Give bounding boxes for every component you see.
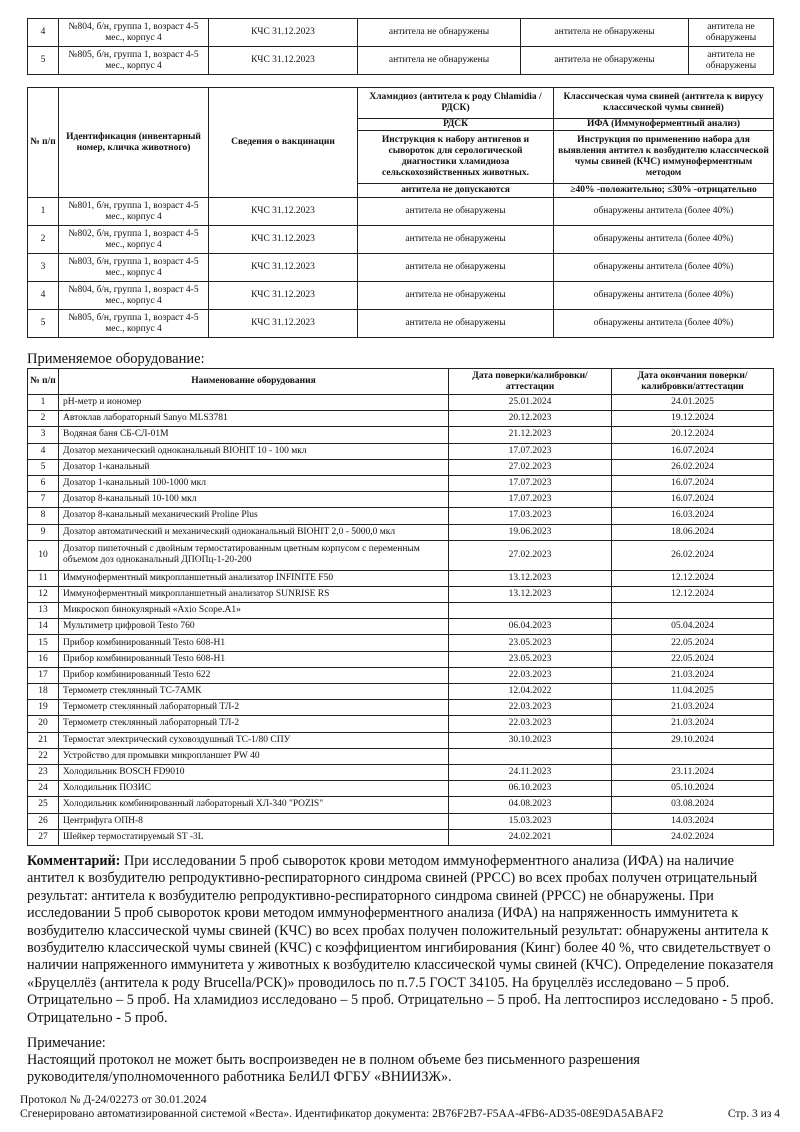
note-title: Примечание: bbox=[27, 1035, 106, 1051]
equipment-date-check: 17.03.2023 bbox=[449, 508, 612, 524]
equipment-number: 23 bbox=[28, 764, 59, 780]
equipment-date-check: 17.07.2023 bbox=[449, 475, 612, 491]
equipment-number: 26 bbox=[28, 813, 59, 829]
equipment-name: Термометр стеклянный ТС-7АМК bbox=[59, 684, 449, 700]
equipment-row bbox=[28, 813, 774, 829]
equipment-row bbox=[28, 443, 774, 459]
equipment-row bbox=[28, 508, 774, 524]
result-csf: обнаружены антитела (более 40%) bbox=[554, 198, 774, 226]
equipment-name: Холодильник ПОЗИС bbox=[59, 781, 449, 797]
equipment-date-check: 19.06.2023 bbox=[449, 524, 612, 540]
equipment-date-end: 29.10.2024 bbox=[612, 732, 774, 748]
vaccination-info: КЧС 31.12.2023 bbox=[209, 310, 358, 338]
table-row bbox=[28, 198, 774, 226]
equipment-date-end: 23.11.2024 bbox=[612, 764, 774, 780]
row-number: 4 bbox=[28, 19, 59, 47]
header-instruction-chlamydia: Инструкция к набору антигенов и сывороток для серологической диагностики хламидиоза сельскохозяйственных животных. bbox=[358, 131, 554, 184]
equipment-date-check: 24.11.2023 bbox=[449, 764, 612, 780]
equipment-date-end bbox=[612, 603, 774, 619]
animal-identification: №805, б/н, группа 1, возраст 4-5 мес., корпус 4 bbox=[59, 310, 209, 338]
equipment-date-end: 21.03.2024 bbox=[612, 700, 774, 716]
table-row bbox=[28, 310, 774, 338]
equipment-header-name: Наименование оборудования bbox=[59, 369, 449, 395]
equipment-date-end: 12.12.2024 bbox=[612, 570, 774, 586]
equipment-date-check: 23.05.2023 bbox=[449, 651, 612, 667]
equipment-row bbox=[28, 492, 774, 508]
equipment-date-check: 06.10.2023 bbox=[449, 781, 612, 797]
result-cell: антитела не обнаружены bbox=[689, 47, 774, 75]
equipment-number: 21 bbox=[28, 732, 59, 748]
equipment-name: Шейкер термостатируемый ST -3L bbox=[59, 829, 449, 845]
equipment-date-end: 24.01.2025 bbox=[612, 395, 774, 411]
equipment-number: 1 bbox=[28, 395, 59, 411]
equipment-number: 18 bbox=[28, 684, 59, 700]
equipment-date-check: 23.05.2023 bbox=[449, 635, 612, 651]
results-table-body bbox=[28, 198, 774, 338]
equipment-date-check: 21.12.2023 bbox=[449, 427, 612, 443]
equipment-row bbox=[28, 459, 774, 475]
vaccination-info: КЧС 31.12.2023 bbox=[209, 226, 358, 254]
equipment-row bbox=[28, 716, 774, 732]
result-cell: антитела не обнаружены bbox=[358, 47, 521, 75]
animal-identification: №802, б/н, группа 1, возраст 4-5 мес., корпус 4 bbox=[59, 226, 209, 254]
equipment-number: 6 bbox=[28, 475, 59, 491]
equipment-number: 7 bbox=[28, 492, 59, 508]
equipment-number: 13 bbox=[28, 603, 59, 619]
equipment-name: Микроскоп бинокулярный «Axio Scope.A1» bbox=[59, 603, 449, 619]
equipment-date-check: 22.03.2023 bbox=[449, 700, 612, 716]
header-disease-csf: Классическая чума свиней (антитела к вирусу классической чумы свиней) bbox=[554, 88, 774, 119]
equipment-row bbox=[28, 619, 774, 635]
equipment-date-check: 20.12.2023 bbox=[449, 411, 612, 427]
equipment-date-end: 16.07.2024 bbox=[612, 443, 774, 459]
equipment-name: Центрифуга ОПН-8 bbox=[59, 813, 449, 829]
equipment-number: 20 bbox=[28, 716, 59, 732]
equipment-date-check: 27.02.2023 bbox=[449, 459, 612, 475]
equipment-row bbox=[28, 764, 774, 780]
equipment-name: Термостат электрический суховоздушный ТС-1/80 СПУ bbox=[59, 732, 449, 748]
equipment-name: Термометр стеклянный лабораторный ТЛ-2 bbox=[59, 716, 449, 732]
equipment-date-end: 22.05.2024 bbox=[612, 635, 774, 651]
equipment-number: 2 bbox=[28, 411, 59, 427]
table-row bbox=[28, 47, 774, 75]
header-norm-csf: ≥40% -положительно; ≤30% -отрицательно bbox=[554, 184, 774, 198]
result-chlamydia: антитела не обнаружены bbox=[358, 282, 554, 310]
result-csf: обнаружены антитела (более 40%) bbox=[554, 254, 774, 282]
equipment-date-check: 04.08.2023 bbox=[449, 797, 612, 813]
equipment-row bbox=[28, 586, 774, 602]
equipment-name: Термометр стеклянный лабораторный ТЛ-2 bbox=[59, 700, 449, 716]
comment-label: Комментарий: bbox=[27, 853, 121, 869]
table-row bbox=[28, 226, 774, 254]
equipment-date-check: 17.07.2023 bbox=[449, 492, 612, 508]
equipment-date-end: 03.08.2024 bbox=[612, 797, 774, 813]
result-chlamydia: антитела не обнаружены bbox=[358, 226, 554, 254]
equipment-row bbox=[28, 748, 774, 764]
row-number: 4 bbox=[28, 282, 59, 310]
header-method-chlamydia: РДСК bbox=[358, 119, 554, 131]
animal-identification: №804, б/н, группа 1, возраст 4-5 мес., корпус 4 bbox=[59, 19, 209, 47]
equipment-number: 24 bbox=[28, 781, 59, 797]
equipment-number: 5 bbox=[28, 459, 59, 475]
equipment-name: Дозатор 1-канальный 100-1000 мкл bbox=[59, 475, 449, 491]
equipment-date-end: 16.07.2024 bbox=[612, 492, 774, 508]
header-norm-chlamydia: антитела не допускаются bbox=[358, 184, 554, 198]
header-disease-chlamydia: Хламидиоз (антитела к роду Chlamidia / РДСК) bbox=[358, 88, 554, 119]
equipment-date-check: 12.04.2022 bbox=[449, 684, 612, 700]
equipment-number: 10 bbox=[28, 540, 59, 570]
equipment-number: 12 bbox=[28, 586, 59, 602]
equipment-date-check bbox=[449, 748, 612, 764]
equipment-row bbox=[28, 684, 774, 700]
footer-generated: Сгенерировано автоматизированной системой «Веста». Идентификатор документа: 2B76F2B7-F5AA-4FB6-AD35-08E9DA5ABAF2 bbox=[20, 1108, 664, 1120]
equipment-name: Автоклав лабораторный Sanyo MLS3781 bbox=[59, 411, 449, 427]
vaccination-info: КЧС 31.12.2023 bbox=[209, 282, 358, 310]
equipment-date-end: 12.12.2024 bbox=[612, 586, 774, 602]
equipment-date-end: 19.12.2024 bbox=[612, 411, 774, 427]
equipment-number: 8 bbox=[28, 508, 59, 524]
animal-identification: №801, б/н, группа 1, возраст 4-5 мес., корпус 4 bbox=[59, 198, 209, 226]
equipment-date-check: 27.02.2023 bbox=[449, 540, 612, 570]
results-table-continuation bbox=[27, 18, 774, 75]
equipment-name: Прибор комбинированный Testo 622 bbox=[59, 667, 449, 683]
equipment-row bbox=[28, 700, 774, 716]
equipment-name: Дозатор 8-канальный 10-100 мкл bbox=[59, 492, 449, 508]
equipment-date-check: 22.03.2023 bbox=[449, 667, 612, 683]
equipment-date-end: 14.03.2024 bbox=[612, 813, 774, 829]
equipment-header-num: № п/п bbox=[28, 369, 59, 395]
equipment-date-check: 25.01.2024 bbox=[449, 395, 612, 411]
equipment-date-check bbox=[449, 603, 612, 619]
equipment-number: 14 bbox=[28, 619, 59, 635]
equipment-row bbox=[28, 829, 774, 845]
equipment-header-date-check: Дата поверки/калибровки/аттестации bbox=[449, 369, 612, 395]
header-method-csf: ИФА (Иммуноферментный анализ) bbox=[554, 119, 774, 131]
equipment-date-end: 16.07.2024 bbox=[612, 475, 774, 491]
equipment-name: Водяная баня СБ-СЛ-01М bbox=[59, 427, 449, 443]
note-text: Настоящий протокол не может быть воспроизведен не в полном объеме без письменного разрешения руководителя/уполномоченного работника БелИЛ ФГБУ «ВНИИЗЖ». bbox=[27, 1052, 640, 1086]
equipment-name: pH-метр и иономер bbox=[59, 395, 449, 411]
equipment-row bbox=[28, 540, 774, 570]
equipment-number: 11 bbox=[28, 570, 59, 586]
comment-text: При исследовании 5 проб сывороток крови методом иммуноферментного анализа (ИФА) на наличие антител к возбудителю репродуктивно-респираторного синдрома свиней (РРСС) во всех пробах получен отрицательный результат: антитела к возбудителю репродуктивно-респираторного синдрома свиней (РРСС) не обнаружены. При исследовании 5 проб сывороток крови методом иммуноферментного анализа (ИФА) на напряженность иммунитета к возбудителю классической чумы свиней (КЧС) во всех пробах получен положительный результат: обнаружены антитела к возбудителю классической чумы свиней (КЧС) с коэффициентом ингибирования (Кинг) более 40 %, что свидетельствует о наличии напряженного иммунитета у животных к возбудителю классической чумы свиней (КЧС). Определение показателя «Бруцеллёз (антитела к роду Brucella/РСК)» проводилось по п.7.5 ГОСТ 34105. На бруцеллёз исследовано – 5 проб. Отрицательно – 5 проб. На хламидиоз исследовано – 5 проб. Отрицательно – 5 проб. На лептоспироз исследовано - 5 проб. Отрицательно - 5 проб. bbox=[27, 853, 774, 1026]
result-chlamydia: антитела не обнаружены bbox=[358, 198, 554, 226]
equipment-date-check: 22.03.2023 bbox=[449, 716, 612, 732]
equipment-name: Прибор комбинированный Testo 608-H1 bbox=[59, 635, 449, 651]
result-csf: обнаружены антитела (более 40%) bbox=[554, 226, 774, 254]
result-chlamydia: антитела не обнаружены bbox=[358, 254, 554, 282]
footer-page-number: Стр. 3 из 4 bbox=[727, 1108, 780, 1120]
equipment-name: Устройство для промывки микропланшет PW 40 bbox=[59, 748, 449, 764]
equipment-row bbox=[28, 475, 774, 491]
equipment-number: 27 bbox=[28, 829, 59, 845]
equipment-name: Иммуноферментный микропланшетный анализатор SUNRISE RS bbox=[59, 586, 449, 602]
equipment-name: Мультиметр цифровой Testo 760 bbox=[59, 619, 449, 635]
equipment-row bbox=[28, 781, 774, 797]
equipment-number: 25 bbox=[28, 797, 59, 813]
animal-identification: №803, б/н, группа 1, возраст 4-5 мес., корпус 4 bbox=[59, 254, 209, 282]
equipment-date-end: 05.10.2024 bbox=[612, 781, 774, 797]
animal-identification: №804, б/н, группа 1, возраст 4-5 мес., корпус 4 bbox=[59, 282, 209, 310]
header-instruction-csf: Инструкция по применению набора для выявления антител к возбудителю классической чумы свиней (КЧС) иммуноферментным методом bbox=[554, 131, 774, 184]
equipment-table-body bbox=[28, 395, 774, 846]
results-table-continuation-body bbox=[28, 19, 774, 75]
equipment-name: Дозатор 1-канальный bbox=[59, 459, 449, 475]
equipment-name: Дозатор пипеточный с двойным термостатированным цветным корпусом с переменным объемом доз одноканальный ДПОПц-1-20-200 bbox=[59, 540, 449, 570]
equipment-name: Дозатор автоматический и механический одноканальный BIOHIT 2,0 - 5000,0 мкл bbox=[59, 524, 449, 540]
equipment-name: Дозатор 8-канальный механический Proline Plus bbox=[59, 508, 449, 524]
equipment-date-end: 21.03.2024 bbox=[612, 667, 774, 683]
equipment-row bbox=[28, 395, 774, 411]
equipment-name: Иммуноферментный микропланшетный анализатор INFINITE F50 bbox=[59, 570, 449, 586]
equipment-date-end: 22.05.2024 bbox=[612, 651, 774, 667]
equipment-row bbox=[28, 797, 774, 813]
vaccination-info: КЧС 31.12.2023 bbox=[209, 254, 358, 282]
equipment-row bbox=[28, 427, 774, 443]
equipment-date-end: 21.03.2024 bbox=[612, 716, 774, 732]
equipment-date-check: 15.03.2023 bbox=[449, 813, 612, 829]
equipment-row bbox=[28, 411, 774, 427]
equipment-row bbox=[28, 667, 774, 683]
table-row bbox=[28, 282, 774, 310]
result-cell: антитела не обнаружены bbox=[689, 19, 774, 47]
table-row bbox=[28, 254, 774, 282]
equipment-number: 15 bbox=[28, 635, 59, 651]
equipment-date-check: 17.07.2023 bbox=[449, 443, 612, 459]
equipment-heading: Применяемое оборудование: bbox=[27, 351, 205, 367]
equipment-date-check: 13.12.2023 bbox=[449, 586, 612, 602]
equipment-number: 16 bbox=[28, 651, 59, 667]
comment-block bbox=[27, 853, 777, 1027]
footer-protocol: Протокол № Д-24/02273 от 30.01.2024 bbox=[20, 1094, 207, 1106]
row-number: 1 bbox=[28, 198, 59, 226]
equipment-date-end: 18.06.2024 bbox=[612, 524, 774, 540]
equipment-date-check: 06.04.2023 bbox=[449, 619, 612, 635]
animal-identification: №805, б/н, группа 1, возраст 4-5 мес., корпус 4 bbox=[59, 47, 209, 75]
equipment-name: Дозатор механический одноканальный BIOHIT 10 - 100 мкл bbox=[59, 443, 449, 459]
result-csf: обнаружены антитела (более 40%) bbox=[554, 282, 774, 310]
equipment-header-date-end: Дата окончания поверки/калибровки/аттестации bbox=[612, 369, 774, 395]
vaccination-info: КЧС 31.12.2023 bbox=[209, 47, 358, 75]
header-identification: Идентификация (инвентарный номер, кличка животного) bbox=[59, 88, 209, 198]
equipment-date-end: 26.02.2024 bbox=[612, 540, 774, 570]
equipment-date-end: 26.02.2024 bbox=[612, 459, 774, 475]
equipment-row bbox=[28, 651, 774, 667]
result-cell: антитела не обнаружены bbox=[521, 47, 689, 75]
equipment-name: Холодильник BOSCH FD9010 bbox=[59, 764, 449, 780]
row-number: 5 bbox=[28, 47, 59, 75]
equipment-number: 19 bbox=[28, 700, 59, 716]
equipment-date-end: 24.02.2024 bbox=[612, 829, 774, 845]
equipment-row bbox=[28, 732, 774, 748]
result-chlamydia: антитела не обнаружены bbox=[358, 310, 554, 338]
result-cell: антитела не обнаружены bbox=[521, 19, 689, 47]
table-row bbox=[28, 19, 774, 47]
row-number: 5 bbox=[28, 310, 59, 338]
equipment-date-end: 05.04.2024 bbox=[612, 619, 774, 635]
equipment-row bbox=[28, 524, 774, 540]
header-vaccination: Сведения о вакцинации bbox=[209, 88, 358, 198]
equipment-date-end: 11.04.2025 bbox=[612, 684, 774, 700]
equipment-row bbox=[28, 603, 774, 619]
equipment-name: Прибор комбинированный Testo 608-H1 bbox=[59, 651, 449, 667]
equipment-date-end bbox=[612, 748, 774, 764]
equipment-date-check: 30.10.2023 bbox=[449, 732, 612, 748]
equipment-row bbox=[28, 635, 774, 651]
equipment-number: 17 bbox=[28, 667, 59, 683]
equipment-number: 3 bbox=[28, 427, 59, 443]
result-cell: антитела не обнаружены bbox=[358, 19, 521, 47]
vaccination-info: КЧС 31.12.2023 bbox=[209, 198, 358, 226]
equipment-row bbox=[28, 570, 774, 586]
result-csf: обнаружены антитела (более 40%) bbox=[554, 310, 774, 338]
equipment-date-check: 13.12.2023 bbox=[449, 570, 612, 586]
equipment-number: 4 bbox=[28, 443, 59, 459]
header-num: № п/п bbox=[28, 88, 59, 198]
equipment-date-end: 20.12.2024 bbox=[612, 427, 774, 443]
equipment-number: 22 bbox=[28, 748, 59, 764]
results-table-chlamydia-csf bbox=[27, 87, 774, 338]
equipment-date-check: 24.02.2021 bbox=[449, 829, 612, 845]
row-number: 2 bbox=[28, 226, 59, 254]
equipment-table bbox=[27, 368, 774, 846]
row-number: 3 bbox=[28, 254, 59, 282]
vaccination-info: КЧС 31.12.2023 bbox=[209, 19, 358, 47]
equipment-date-end: 16.03.2024 bbox=[612, 508, 774, 524]
equipment-number: 9 bbox=[28, 524, 59, 540]
equipment-name: Холодильник комбинированный лабораторный ХЛ-340 "POZIS" bbox=[59, 797, 449, 813]
